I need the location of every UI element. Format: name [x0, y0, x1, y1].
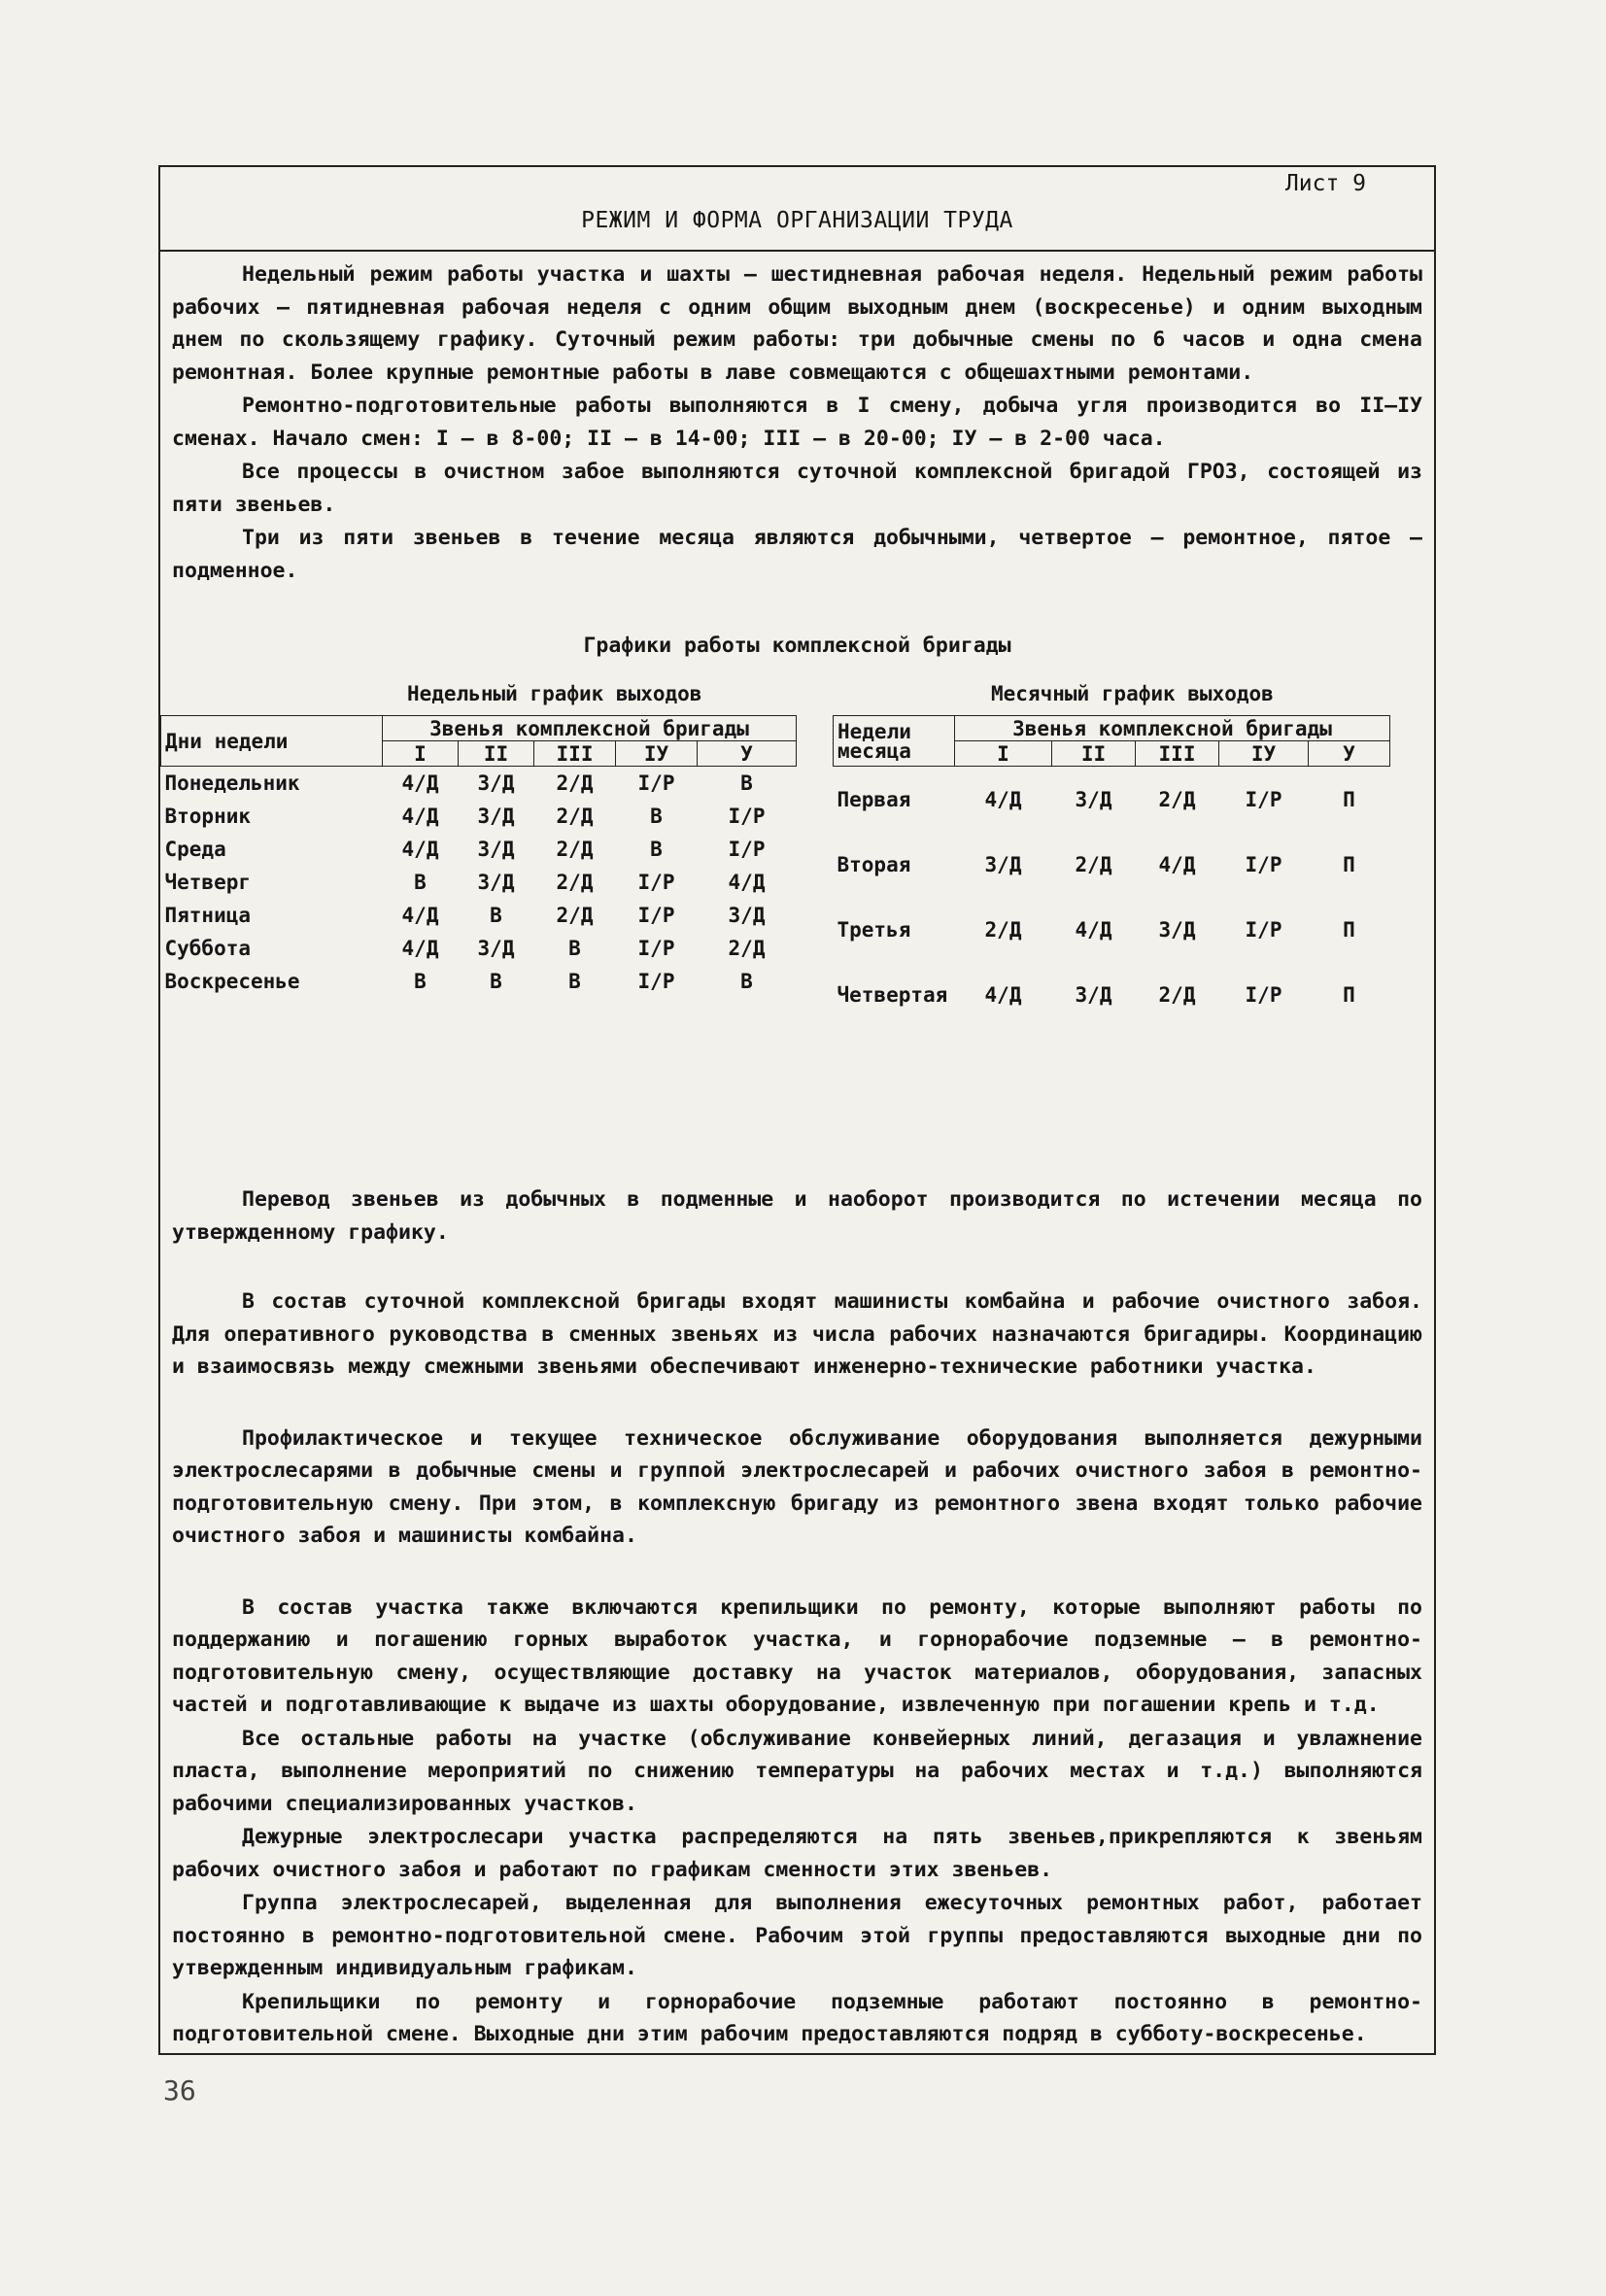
weekly-cell: I/Р — [728, 838, 766, 861]
weekly-schedule-title: Недельный график выходов — [407, 682, 702, 705]
weekly-cell: 4/Д — [401, 937, 439, 960]
monthly-row — [834, 962, 1390, 1027]
weekly-cell: I/Р — [637, 871, 675, 894]
weekly-day: Четверг — [164, 871, 252, 894]
monthly-schedule-table — [833, 715, 1390, 1027]
weekly-cell: В — [740, 771, 753, 795]
weekly-header-group: Звенья комплексной бригады — [383, 716, 797, 741]
page-frame — [158, 165, 1436, 2055]
weekly-cell: В — [414, 871, 427, 894]
monthly-row — [834, 832, 1390, 897]
weekly-cell: I/Р — [637, 937, 675, 960]
monthly-header-link: III — [1136, 741, 1219, 767]
page-title: РЕЖИМ И ФОРМА ОРГАНИЗАЦИИ ТРУДА — [581, 208, 1013, 233]
paragraph-electrician-group: Группа электрослесарей, выделенная для выполнения ежесуточных ремонтных работ, работает постоянно в ремонтно-подготовительной смене. Рабочим этой группы предоставляются выходные дни по утвержденным индивидуальным графикам. — [172, 1891, 1422, 1980]
monthly-row — [834, 897, 1390, 962]
monthly-cell: П — [1343, 787, 1355, 811]
weekly-cell: 4/Д — [401, 805, 439, 828]
monthly-header-weeks: Недели месяца — [834, 716, 955, 767]
monthly-cell: 3/Д — [1158, 917, 1196, 942]
weekly-header-days: Дни недели — [161, 716, 383, 767]
monthly-cell: 3/Д — [1075, 982, 1112, 1007]
paragraph-links: Три из пяти звеньев в течение месяца являются добычными, четвертое – ремонтное, пятое – подменное. — [172, 526, 1422, 583]
weekly-row — [161, 932, 797, 965]
weekly-cell: 2/Д — [556, 871, 594, 894]
weekly-cell: В — [650, 805, 663, 828]
paragraph-duty-electricians: Дежурные электрослесари участка распределяются на пять звеньев,прикрепляются к звеньям рабочих очистного забоя и работают по графикам сменности этих звеньев. — [172, 1825, 1422, 1882]
paragraph-brigade-composition: В состав суточной комплексной бригады входят машинисты комбайна и рабочие очистного забоя. Для оперативного руководства в сменных звеньях из числа рабочих назначаются бригадиры. Координацию и взаимосвязь между смежными звеньями обеспечивают инженерно-технические работники участка. — [172, 1289, 1422, 1379]
weekly-cell: 3/Д — [477, 805, 515, 828]
schedule-title: Графики работы комплексной бригады — [583, 634, 1011, 658]
weekly-cell: В — [740, 970, 753, 993]
monthly-header-group: Звенья комплексной бригады — [955, 716, 1390, 741]
weekly-cell: 3/Д — [477, 771, 515, 795]
weekly-cell: 3/Д — [728, 904, 766, 927]
weekly-cell: I/Р — [637, 904, 675, 927]
header — [160, 167, 1434, 252]
weekly-day: Воскресенье — [164, 970, 300, 993]
monthly-cell: I/Р — [1245, 787, 1282, 811]
paragraph-support-workers: В состав участка также включаются крепильщики по ремонту, которые выполняют работы по поддержанию и погашению горных выработок участка, и горнорабочие подземные – в ремонтно-подготовительную смену, осуществляющие доставку на участок материалов, оборудования, запасных частей и подготавливающие к выдаче из шахты оборудование, извлеченную при погашении крепь и т.д. — [172, 1594, 1422, 1717]
weekly-row — [161, 833, 797, 866]
paragraph-other-works: Все остальные работы на участке (обслуживание конвейерных линий, дегазация и увлажнение пласта, выполнение мероприятий по снижению температуры на рабочих местах и т.д.) выполняются рабочими специализированных участков. — [172, 1726, 1422, 1816]
weekly-header-link: III — [534, 741, 616, 767]
weekly-cell: 2/Д — [556, 805, 594, 828]
weekly-cell: 4/Д — [401, 771, 439, 795]
weekly-row — [161, 899, 797, 932]
monthly-cell: П — [1343, 852, 1355, 876]
content — [164, 253, 1422, 2051]
monthly-cell: 2/Д — [1158, 982, 1196, 1007]
monthly-header-link: IУ — [1219, 741, 1309, 767]
monthly-cell: 3/Д — [984, 852, 1022, 876]
monthly-cell: 2/Д — [1158, 787, 1196, 811]
weekly-header-link: II — [459, 741, 534, 767]
monthly-week: Вторая — [837, 852, 911, 876]
monthly-cell: 2/Д — [984, 917, 1022, 942]
monthly-cell: 4/Д — [984, 982, 1022, 1007]
weekly-cell: 2/Д — [556, 838, 594, 861]
weekly-cell: В — [490, 904, 502, 927]
paragraph-weekly-regime: Недельный режим работы участка и шахты – шестидневная рабочая неделя. Недельный режим работы рабочих – пятидневная рабочая неделя с одним общим выходным днем (воскресенье) и одним выходным днем по скользящему графику. Суточный режим работы: три добычные смены по 6 часов и одна смена ремонтная. Более крупные ремонтные работы в лаве совмещаются с общешахтными ремонтами. — [172, 262, 1422, 385]
weekly-cell: В — [568, 970, 581, 993]
paragraph-maintenance: Профилактическое и текущее техническое обслуживание оборудования выполняется дежурными электрослесарями в добычные смены и группой электрослесарей и рабочих очистного забоя в ремонтно-подготовительную смену. При этом, в комплексную бригаду из ремонтного звена входят только рабочие очистного забоя и машинисты комбайна. — [172, 1425, 1422, 1548]
weekly-cell: 3/Д — [477, 937, 515, 960]
monthly-cell: 4/Д — [1075, 917, 1112, 942]
weekly-row — [161, 866, 797, 899]
weekly-cell: В — [490, 970, 502, 993]
monthly-cell: I/Р — [1245, 982, 1282, 1007]
monthly-cell: 4/Д — [1158, 852, 1196, 876]
weekly-day: Среда — [164, 838, 226, 861]
paragraph-brigade: Все процессы в очистном забое выполняются суточной комплексной бригадой ГРОЗ, состоящей из пяти звеньев. — [172, 460, 1422, 517]
paragraph-days-off: Крепильщики по ремонту и горнорабочие подземные работают постоянно в ремонтно-подготовительной смене. Выходные дни этим рабочим предоставляются подряд в субботу-воскресенье. — [172, 1989, 1422, 2046]
sheet-number: Лист 9 — [1284, 171, 1366, 196]
monthly-cell: I/Р — [1245, 917, 1282, 942]
weekly-header-link: I — [383, 741, 459, 767]
weekly-day: Вторник — [164, 805, 252, 828]
weekly-header-link: IУ — [616, 741, 698, 767]
weekly-cell: В — [568, 937, 581, 960]
weekly-cell: 3/Д — [477, 871, 515, 894]
weekly-cell: 2/Д — [556, 904, 594, 927]
monthly-week: Четвертая — [837, 982, 948, 1007]
monthly-cell: I/Р — [1245, 852, 1282, 876]
weekly-cell: В — [414, 970, 427, 993]
page-number: 36 — [163, 2074, 196, 2107]
weekly-cell: I/Р — [637, 970, 675, 993]
monthly-header-link: У — [1309, 741, 1390, 767]
weekly-day: Понедельник — [164, 771, 300, 795]
monthly-cell: 2/Д — [1075, 852, 1112, 876]
weekly-day: Пятница — [164, 904, 252, 927]
weekly-cell: 3/Д — [477, 838, 515, 861]
paragraph-rotation: Перевод звеньев из добычных в подменные и наоборот производится по истечении месяца по утвержденному графику. — [172, 1187, 1422, 1245]
weekly-cell: I/Р — [637, 771, 675, 795]
weekly-cell: I/Р — [728, 805, 766, 828]
weekly-row — [161, 767, 797, 801]
monthly-header-link: I — [955, 741, 1052, 767]
monthly-cell: П — [1343, 982, 1355, 1007]
monthly-row — [834, 767, 1390, 833]
weekly-day: Суббота — [164, 937, 252, 960]
weekly-cell: 4/Д — [401, 904, 439, 927]
monthly-cell: 4/Д — [984, 787, 1022, 811]
weekly-cell: 2/Д — [728, 937, 766, 960]
weekly-schedule-table — [160, 715, 797, 998]
monthly-cell: П — [1343, 917, 1355, 942]
monthly-header-link: II — [1052, 741, 1136, 767]
paragraph-shift-start: Ремонтно-подготовительные работы выполняются в I смену, добыча угля производится во II–IУ сменах. Начало смен: I – в 8-00; II – в 14-00; III – в 20-00; IУ – в 2-00 часа. — [172, 394, 1422, 451]
weekly-row — [161, 800, 797, 833]
monthly-schedule-title: Месячный график выходов — [991, 682, 1274, 705]
weekly-cell: 4/Д — [728, 871, 766, 894]
weekly-row — [161, 965, 797, 998]
schedule-section — [164, 682, 1422, 1090]
monthly-cell: 3/Д — [1075, 787, 1112, 811]
monthly-week: Первая — [837, 787, 911, 811]
weekly-cell: В — [650, 838, 663, 861]
weekly-cell: 4/Д — [401, 838, 439, 861]
weekly-header-link: У — [698, 741, 797, 767]
monthly-week: Третья — [837, 917, 911, 942]
weekly-cell: 2/Д — [556, 771, 594, 795]
